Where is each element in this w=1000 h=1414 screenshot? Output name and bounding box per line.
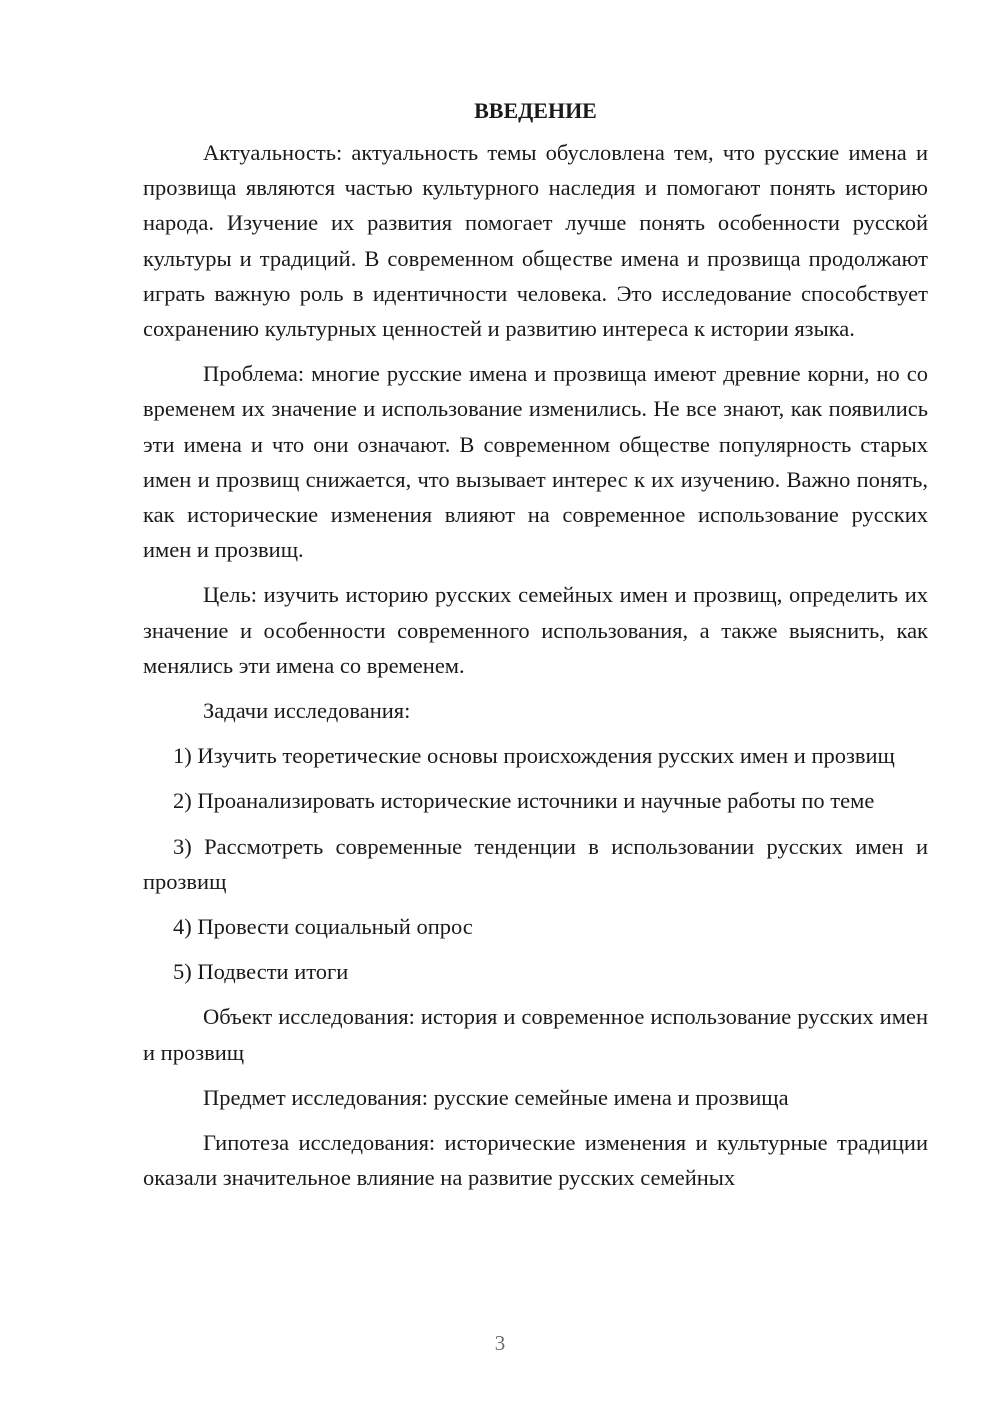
section-title: ВВЕДЕНИЕ [474,98,597,123]
tasks-heading: Задачи исследования: [203,698,411,724]
task-item-1: 1) Изучить теоретические основы происхождения русских имен и прозвищ [173,743,895,769]
task-item-5: 5) Подвести итоги [173,959,349,985]
task-item-3: 3) Рассмотреть современные тенденции в использовании русских имен и прозвищ [143,833,928,894]
problem-paragraph: Проблема: многие русские имена и прозвища имеют древние корни, но со временем их значение и использование изменились. Не все знают, как появились эти имена и что они означают. В современном обществе популярность старых имен и прозвищ снижается, что вызывает интерес к их изучению. Важно понять, как исторические изменения влияют на современное использование русских имен и прозвищ. [143,361,928,563]
relevance-paragraph: Актуальность: актуальность темы обусловлена тем, что русские имена и прозвища являются частью культурного наследия и помогают понять историю народа. Изучение их развития помогает лучше понять особенности русской культуры и традиций. В современном обществе имена и прозвища продолжают играть важную роль в идентичности человека. Это исследование способствует сохранению культурных ценностей и развитию интереса к истории языка. [143,140,928,342]
goal-paragraph: Цель: изучить историю русских семейных имен и прозвищ, определить их значение и особенности современного использования, а также выяснить, как менялись эти имена со временем. [143,582,928,678]
hypothesis-paragraph: Гипотеза исследования: исторические изменения и культурные традиции оказали значительное влияние на развитие русских семейных [143,1130,928,1191]
page-number: 3 [494,1331,506,1355]
task-item-4: 4) Провести социальный опрос [173,914,473,940]
page-content [143,96,928,1205]
task-item-2: 2) Проанализировать исторические источники и научные работы по теме [173,788,875,814]
object-paragraph: Объект исследования: история и современное использование русских имен и прозвищ [143,1004,928,1065]
subject-paragraph: Предмет исследования: русские семейные имена и прозвища [203,1084,789,1110]
